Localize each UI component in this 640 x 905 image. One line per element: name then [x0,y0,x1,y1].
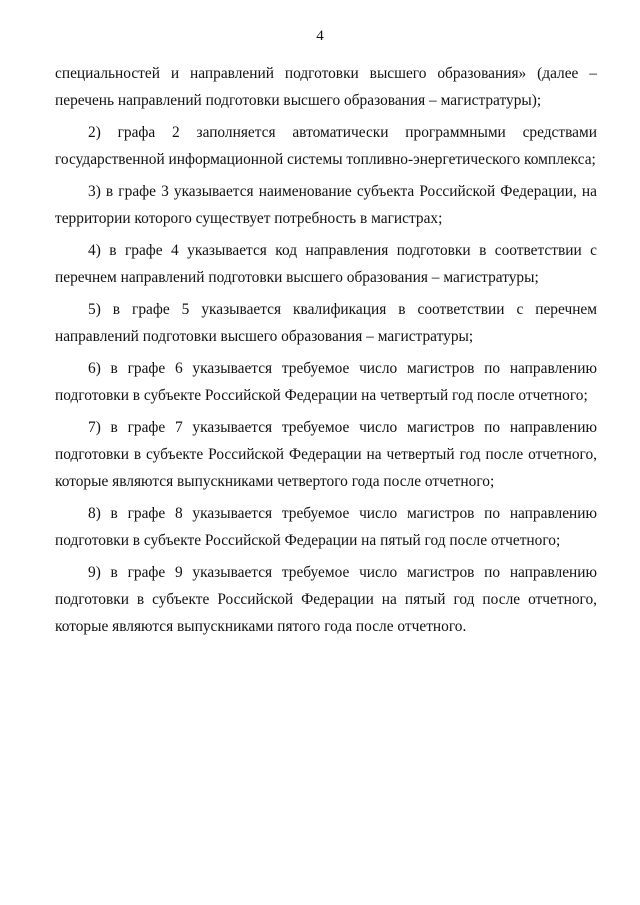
paragraph-item-4: 4) в графе 4 указывается код направления подготовки в соответствии с перечнем направлений подготовки высшего образования – магистратуры; [55,242,597,286]
paragraph-item-5: 5) в графе 5 указывается квалификация в соответствии с перечнем направлений подготовки высшего образования – магистратуры; [55,301,597,345]
paragraph-item-6: 6) в графе 6 указывается требуемое число магистров по направлению подготовки в субъекте Российской Федерации на четвертый год после отчетного; [55,360,597,404]
paragraph-item-3: 3) в графе 3 указывается наименование субъекта Российской Федерации, на территории которого существует потребность в магистрах; [55,183,597,227]
paragraph-item-2: 2) графа 2 заполняется автоматически программными средствами государственной информационной системы топливно-энергетического комплекса; [55,124,597,168]
page-number: 4 [316,28,324,44]
paragraph-item-8: 8) в графе 8 указывается требуемое число магистров по направлению подготовки в субъекте Российской Федерации на пятый год после отчетного; [55,505,597,549]
document-body [55,60,597,645]
paragraph-item-9: 9) в графе 9 указывается требуемое число магистров по направлению подготовки в субъекте Российской Федерации на пятый год после отчетного, которые являются выпускниками пятого года после отчетного. [55,564,597,635]
paragraph-item-7: 7) в графе 7 указывается требуемое число магистров по направлению подготовки в субъекте Российской Федерации на четвертый год после отчетного, которые являются выпускниками четвертого года после отчетного; [55,419,597,490]
paragraph-continuation: специальностей и направлений подготовки высшего образования» (далее – перечень направлений подготовки высшего образования – магистратуры); [55,65,597,109]
